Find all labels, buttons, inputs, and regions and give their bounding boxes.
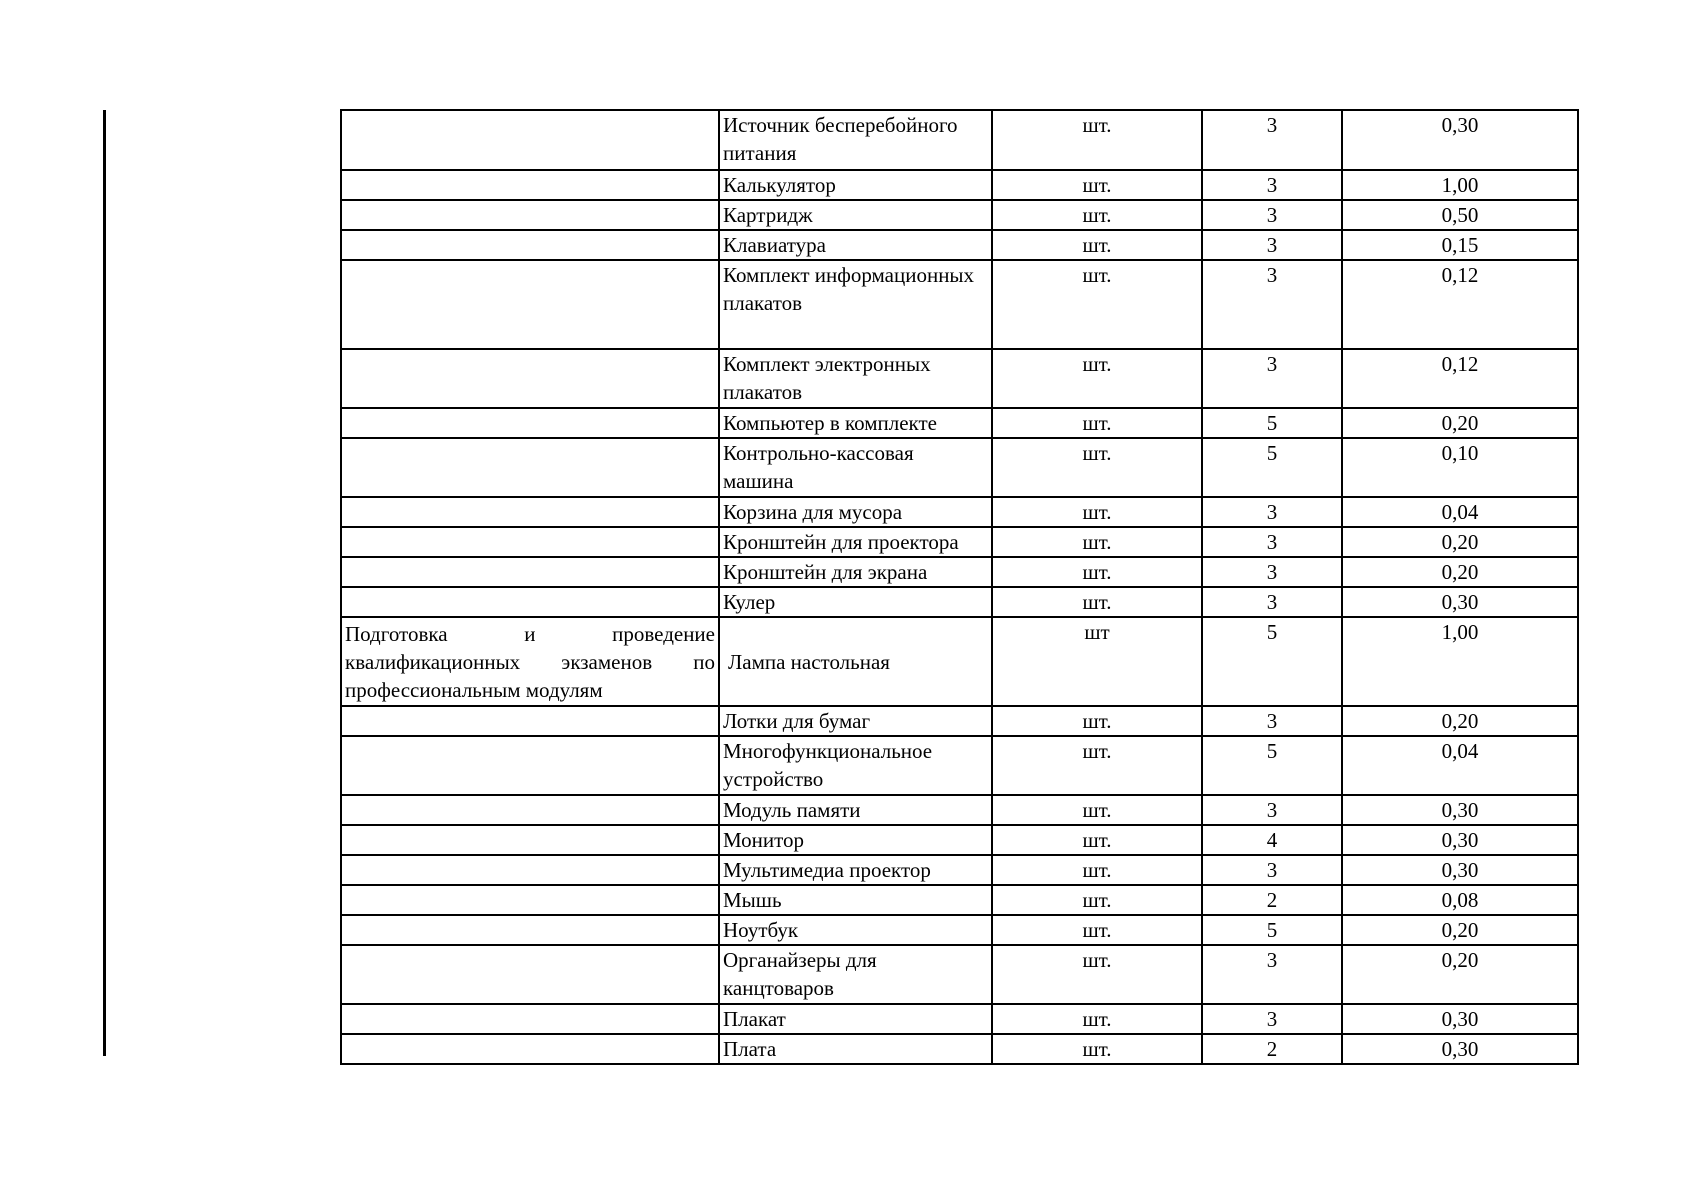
table-row <box>341 885 1578 915</box>
quantity-cell: 3 <box>1202 110 1342 170</box>
unit-cell: шт. <box>992 170 1202 200</box>
norm-cell: 0,20 <box>1342 527 1578 557</box>
quantity-cell: 3 <box>1202 587 1342 617</box>
norm-cell: 1,00 <box>1342 617 1578 706</box>
unit-cell: шт. <box>992 110 1202 170</box>
quantity-cell: 5 <box>1202 617 1342 706</box>
table-row <box>341 1034 1578 1064</box>
norm-cell: 0,20 <box>1342 915 1578 945</box>
table-row <box>341 230 1578 260</box>
unit-cell: шт. <box>992 945 1202 1004</box>
unit-cell: шт. <box>992 885 1202 915</box>
section-cell <box>341 438 719 497</box>
norm-cell: 0,30 <box>1342 587 1578 617</box>
unit-cell: шт. <box>992 438 1202 497</box>
section-cell <box>341 527 719 557</box>
section-cell <box>341 706 719 736</box>
norm-cell: 0,04 <box>1342 497 1578 527</box>
section-cell <box>341 885 719 915</box>
table-row <box>341 527 1578 557</box>
quantity-cell: 5 <box>1202 915 1342 945</box>
quantity-cell: 3 <box>1202 260 1342 349</box>
table-row <box>341 706 1578 736</box>
item-name-cell: Многофункциональное устройство <box>719 736 992 795</box>
norm-cell: 0,12 <box>1342 260 1578 349</box>
table-row <box>341 200 1578 230</box>
norm-cell: 0,20 <box>1342 557 1578 587</box>
quantity-cell: 5 <box>1202 438 1342 497</box>
quantity-cell: 3 <box>1202 1004 1342 1034</box>
item-name-cell: Клавиатура <box>719 230 992 260</box>
unit-cell: шт. <box>992 349 1202 408</box>
norm-cell: 0,08 <box>1342 885 1578 915</box>
section-cell <box>341 170 719 200</box>
table-row <box>341 945 1578 1004</box>
table-row <box>341 587 1578 617</box>
section-cell <box>341 795 719 825</box>
quantity-cell: 3 <box>1202 706 1342 736</box>
item-name-cell: Лампа настольная <box>719 617 992 706</box>
section-cell <box>341 915 719 945</box>
norm-cell: 0,30 <box>1342 825 1578 855</box>
norm-cell: 1,00 <box>1342 170 1578 200</box>
section-cell <box>341 736 719 795</box>
table-row <box>341 736 1578 795</box>
item-name-cell: Плакат <box>719 1004 992 1034</box>
unit-cell: шт. <box>992 557 1202 587</box>
quantity-cell: 3 <box>1202 795 1342 825</box>
norm-cell: 0,20 <box>1342 706 1578 736</box>
unit-cell: шт. <box>992 736 1202 795</box>
norm-cell: 0,20 <box>1342 945 1578 1004</box>
unit-cell: шт. <box>992 497 1202 527</box>
table-row <box>341 825 1578 855</box>
quantity-cell: 3 <box>1202 527 1342 557</box>
section-cell <box>341 200 719 230</box>
table-row <box>341 170 1578 200</box>
unit-cell: шт. <box>992 587 1202 617</box>
section-cell <box>341 230 719 260</box>
norm-cell: 0,50 <box>1342 200 1578 230</box>
quantity-cell: 4 <box>1202 825 1342 855</box>
item-name-cell: Мышь <box>719 885 992 915</box>
quantity-cell: 3 <box>1202 855 1342 885</box>
item-name-cell: Кронштейн для экрана <box>719 557 992 587</box>
section-cell <box>341 260 719 349</box>
item-name-cell: Лотки для бумаг <box>719 706 992 736</box>
item-name-cell: Картридж <box>719 200 992 230</box>
item-name-cell: Ноутбук <box>719 915 992 945</box>
page-margin-line <box>103 110 106 1056</box>
section-cell <box>341 1004 719 1034</box>
item-name-cell: Корзина для мусора <box>719 497 992 527</box>
section-cell <box>341 408 719 438</box>
quantity-cell: 3 <box>1202 349 1342 408</box>
item-name-cell: Монитор <box>719 825 992 855</box>
item-name-cell: Кронштейн для проектора <box>719 527 992 557</box>
unit-cell: шт. <box>992 795 1202 825</box>
unit-cell: шт. <box>992 1034 1202 1064</box>
item-name-cell: Контрольно-кассовая машина <box>719 438 992 497</box>
table-row <box>341 557 1578 587</box>
quantity-cell: 3 <box>1202 170 1342 200</box>
unit-cell: шт. <box>992 260 1202 349</box>
unit-cell: шт. <box>992 408 1202 438</box>
table-row <box>341 617 1578 706</box>
norm-cell: 0,30 <box>1342 1034 1578 1064</box>
norm-cell: 0,12 <box>1342 349 1578 408</box>
section-cell <box>341 825 719 855</box>
item-name-cell: Кулер <box>719 587 992 617</box>
table-row <box>341 915 1578 945</box>
table-row <box>341 349 1578 408</box>
item-name-cell: Комплект информационных плакатов <box>719 260 992 349</box>
norm-cell: 0,30 <box>1342 855 1578 885</box>
unit-cell: шт. <box>992 1004 1202 1034</box>
norm-cell: 0,30 <box>1342 795 1578 825</box>
quantity-cell: 3 <box>1202 945 1342 1004</box>
section-cell: Подготовка и проведение квалификационных экзаменов по профессиональным модулям <box>341 617 719 706</box>
item-name-cell: Источник бесперебойного питания <box>719 110 992 170</box>
item-name-cell: Мультимедиа проектор <box>719 855 992 885</box>
quantity-cell: 5 <box>1202 408 1342 438</box>
section-cell <box>341 587 719 617</box>
table-row <box>341 1004 1578 1034</box>
quantity-cell: 2 <box>1202 885 1342 915</box>
table-row <box>341 795 1578 825</box>
item-name-cell: Модуль памяти <box>719 795 992 825</box>
unit-cell: шт. <box>992 200 1202 230</box>
section-cell <box>341 557 719 587</box>
section-cell <box>341 1034 719 1064</box>
norm-cell: 0,10 <box>1342 438 1578 497</box>
quantity-cell: 2 <box>1202 1034 1342 1064</box>
unit-cell: шт <box>992 617 1202 706</box>
unit-cell: шт. <box>992 855 1202 885</box>
section-cell <box>341 497 719 527</box>
unit-cell: шт. <box>992 706 1202 736</box>
section-cell <box>341 945 719 1004</box>
unit-cell: шт. <box>992 527 1202 557</box>
item-name-cell: Органайзеры для канцтоваров <box>719 945 992 1004</box>
norm-cell: 0,30 <box>1342 110 1578 170</box>
quantity-cell: 3 <box>1202 230 1342 260</box>
item-name-cell: Комплект электронных плакатов <box>719 349 992 408</box>
norm-cell: 0,04 <box>1342 736 1578 795</box>
quantity-cell: 5 <box>1202 736 1342 795</box>
unit-cell: шт. <box>992 915 1202 945</box>
section-cell <box>341 349 719 408</box>
norm-cell: 0,15 <box>1342 230 1578 260</box>
norm-cell: 0,20 <box>1342 408 1578 438</box>
table-row <box>341 438 1578 497</box>
quantity-cell: 3 <box>1202 557 1342 587</box>
item-name-cell: Калькулятор <box>719 170 992 200</box>
table-row <box>341 110 1578 170</box>
item-name-cell: Плата <box>719 1034 992 1064</box>
section-cell <box>341 110 719 170</box>
unit-cell: шт. <box>992 230 1202 260</box>
table-row <box>341 855 1578 885</box>
item-name-cell: Компьютер в комплекте <box>719 408 992 438</box>
quantity-cell: 3 <box>1202 200 1342 230</box>
section-cell <box>341 855 719 885</box>
norm-cell: 0,30 <box>1342 1004 1578 1034</box>
table-row <box>341 260 1578 349</box>
table-row <box>341 497 1578 527</box>
table-row <box>341 408 1578 438</box>
unit-cell: шт. <box>992 825 1202 855</box>
equipment-norms-table <box>340 109 1579 1065</box>
quantity-cell: 3 <box>1202 497 1342 527</box>
